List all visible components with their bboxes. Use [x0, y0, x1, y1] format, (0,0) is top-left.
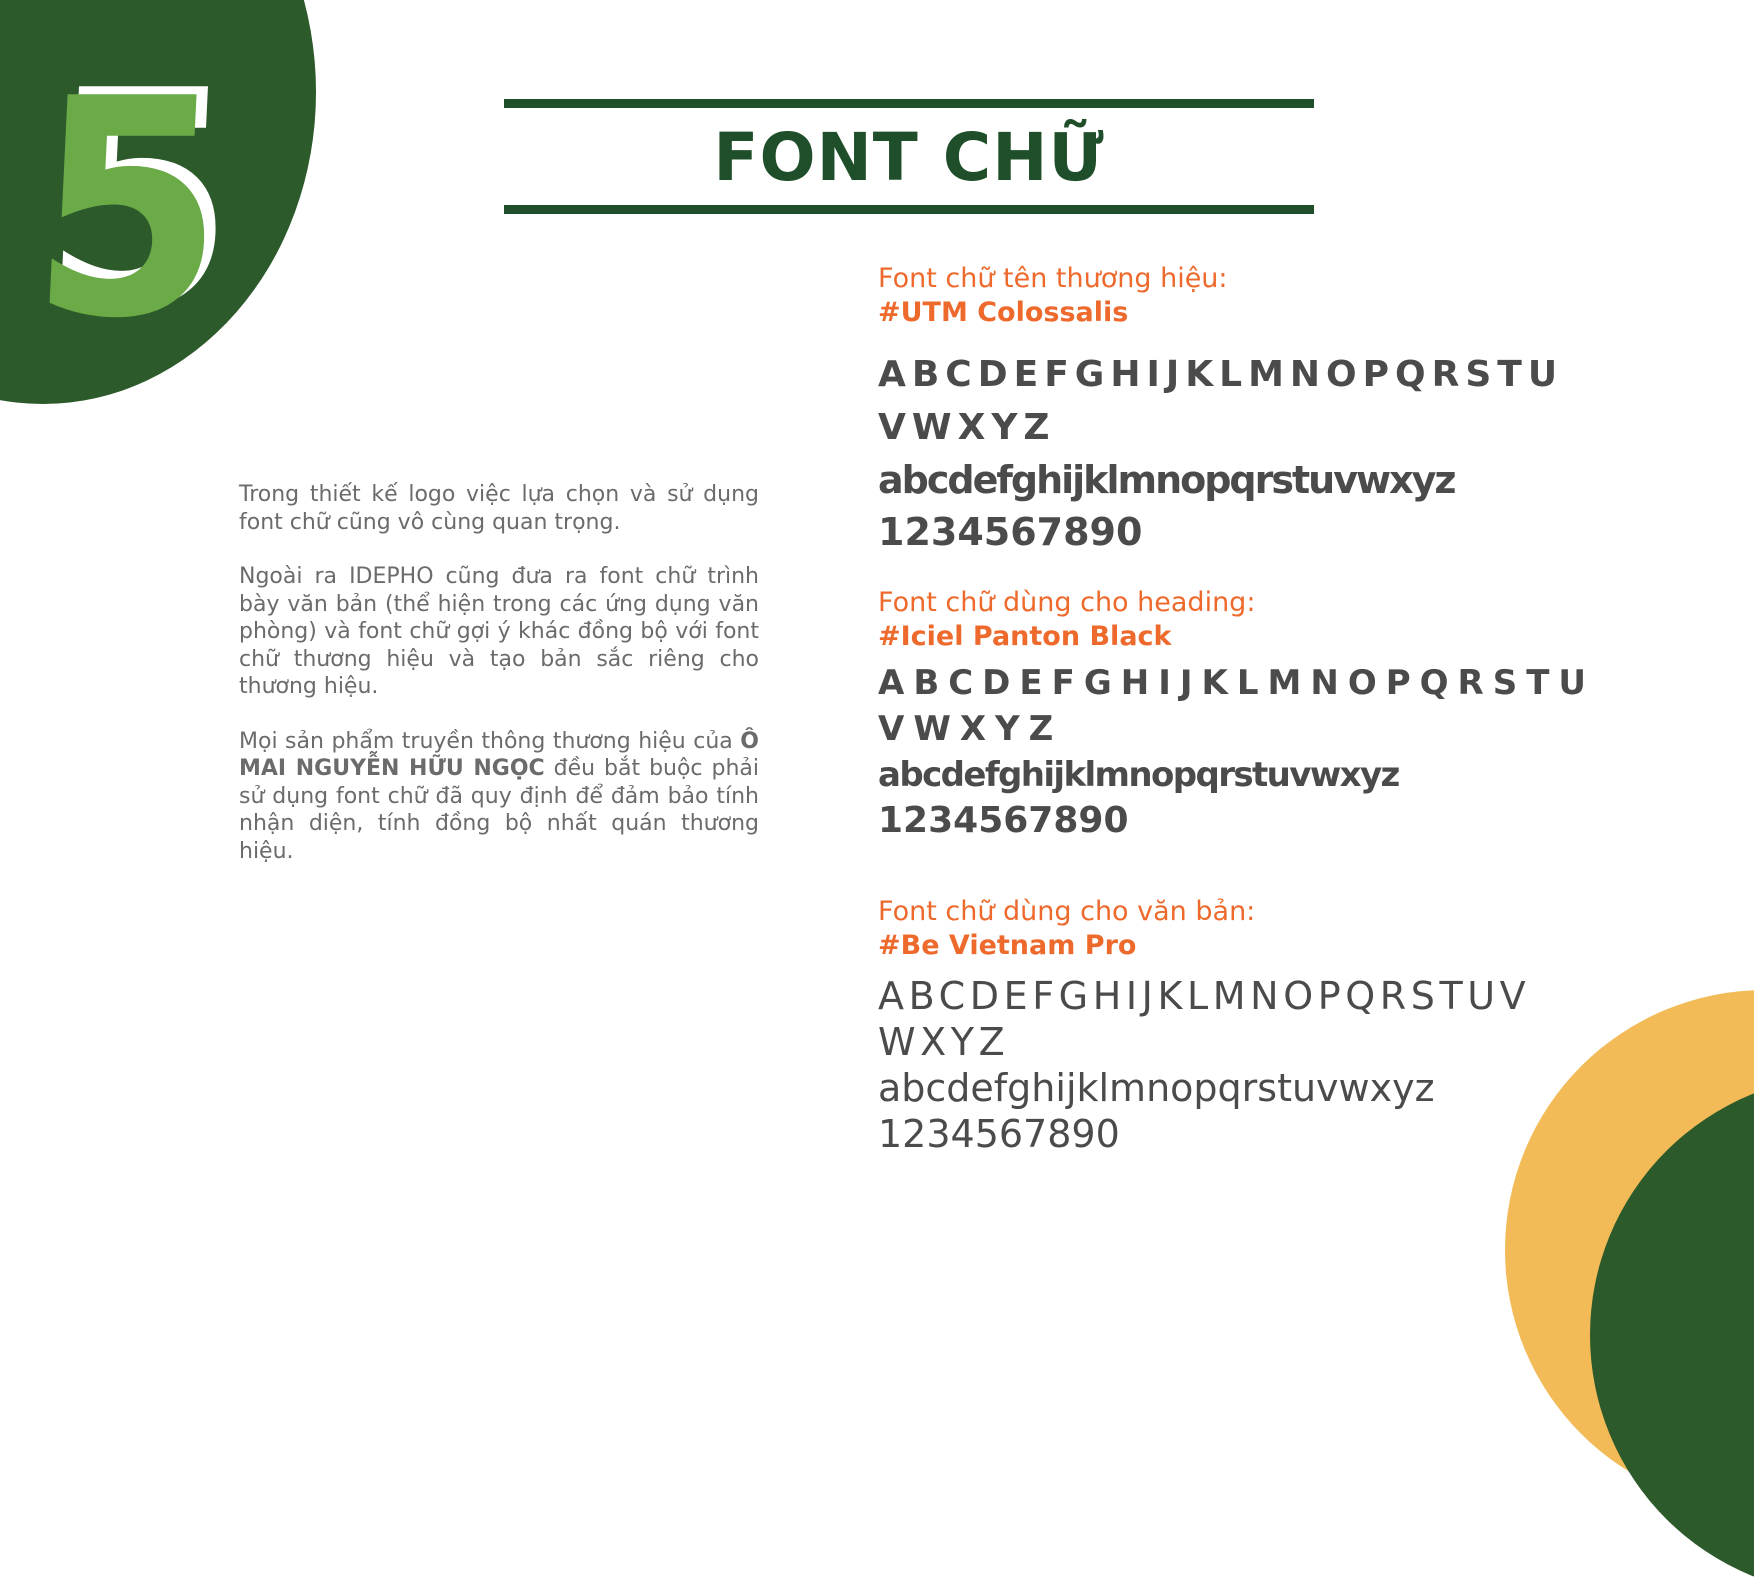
page-title: FONT CHỮ — [713, 119, 1105, 196]
font-caption: Font chữ tên thương hiệu: — [878, 263, 1228, 294]
font-caption: Font chữ dùng cho văn bản: — [878, 896, 1256, 927]
font-name: #Be Vietnam Pro — [878, 930, 1137, 961]
intro-paragraph-2: Ngoài ra IDEPHO cũng đưa ra font chữ trình bày văn bản (thể hiện trong các ứng dụng văn phòng) và font chữ gợi ý khác đồng bộ với font chữ thương hiệu và tạo bản sắc riêng cho thương hiệu. — [239, 564, 759, 699]
font-spec-heading — [878, 586, 1678, 844]
sample-uppercase-line-2: WXYZ — [878, 1020, 1010, 1064]
brand-name: Ô MAI NGUYỄN HỮU NGỌC — [239, 728, 759, 781]
sample-uppercase-line-1: ABCDEFGHIJKLMNOPQRSTU — [878, 663, 1596, 703]
sample-digits: 1234567890 — [878, 1112, 1120, 1156]
sample-lowercase: abcdefghijklmnopqrstuvwxyz — [878, 458, 1455, 502]
sample-uppercase-line-1: ABCDEFGHIJKLMNOPQRSTUV — [878, 974, 1531, 1018]
title-rule-top — [504, 99, 1314, 108]
font-name: #UTM Colossalis — [878, 297, 1129, 328]
sample-uppercase-line-2: VWXYZ — [878, 407, 1056, 448]
section-number: 5 — [24, 35, 234, 384]
font-name: #Iciel Panton Black — [878, 621, 1172, 652]
intro-p3-after: đều bắt buộc phải sử dụng font chữ đã quy định để đảm bảo tính nhận diện, tính đồng bộ nhất quán thương hiệu. — [239, 756, 759, 864]
sample-lowercase: abcdefghijklmnopqrstuvwxyz — [878, 755, 1399, 795]
sample-digits: 1234567890 — [878, 800, 1129, 841]
sample-lowercase: abcdefghijklmnopqrstuvwxyz — [878, 1066, 1435, 1110]
font-spec-brand — [878, 262, 1678, 558]
sample-uppercase-line-2: VWXYZ — [878, 709, 1063, 749]
intro-text — [239, 481, 759, 892]
sample-uppercase-line-1: ABCDEFGHIJKLMNOPQRSTU — [878, 354, 1564, 395]
intro-paragraph-3 — [239, 728, 759, 866]
intro-paragraph-1: Trong thiết kế logo việc lựa chọn và sử dụng font chữ cũng vô cùng quan trọng. — [239, 482, 759, 535]
sample-digits: 1234567890 — [878, 510, 1143, 554]
font-caption: Font chữ dùng cho heading: — [878, 587, 1256, 618]
title-rule-bottom — [504, 205, 1314, 214]
intro-p3-before: Mọi sản phẩm truyền thông thương hiệu của — [239, 728, 741, 754]
